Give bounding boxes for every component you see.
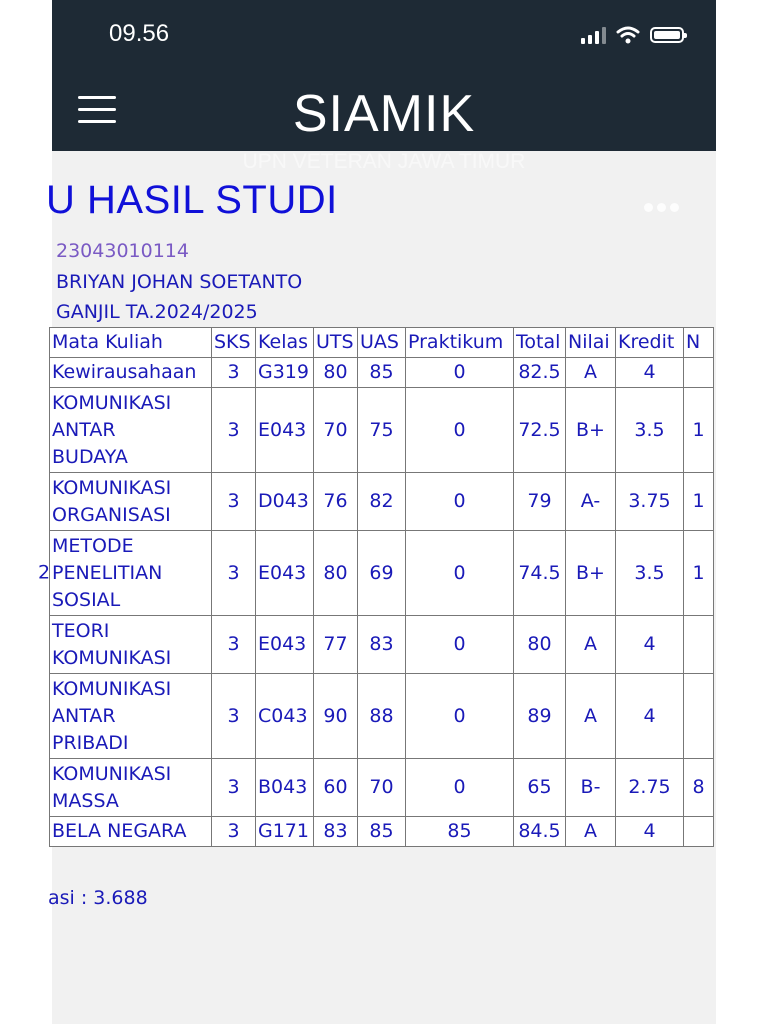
column-header-sks: SKS	[212, 328, 256, 358]
status-icons	[581, 22, 684, 48]
cell-sks: 3	[212, 473, 256, 531]
cell-sks: 3	[212, 817, 256, 847]
mata-kuliah-line: BELA NEGARA	[52, 820, 187, 842]
app-subtitle: UPN VETERAN JAWA TIMUR	[242, 150, 526, 173]
cell-mata-kuliah	[50, 388, 212, 473]
cell-n	[684, 358, 714, 388]
cell-kredit: 2.75	[616, 759, 684, 817]
cell-kelas: G171	[256, 817, 314, 847]
cell-kredit: 4	[616, 674, 684, 759]
cell-mata-kuliah	[50, 759, 212, 817]
cell-kredit: 3.5	[616, 531, 684, 616]
page-title: U HASIL STUDI	[46, 178, 338, 222]
column-header-uts: UTS	[314, 328, 358, 358]
table-row	[50, 531, 714, 616]
cell-uts: 90	[314, 674, 358, 759]
mata-kuliah-line: ANTAR	[52, 704, 116, 727]
cell-praktikum: 0	[406, 358, 514, 388]
column-header-kredit: Kredit	[616, 328, 684, 358]
signal-icon	[581, 26, 606, 44]
cell-n	[684, 674, 714, 759]
row-number-fragment: 2	[38, 561, 51, 584]
grades-table-body	[38, 358, 714, 847]
cell-uas: 69	[358, 531, 406, 616]
column-header-praktikum: Praktikum	[406, 328, 514, 358]
cell-kelas: E043	[256, 616, 314, 674]
mata-kuliah-line: Kewirausahaan	[52, 361, 197, 383]
mata-kuliah-line: TEORI	[52, 619, 110, 642]
mata-kuliah-line: KOMUNIKASI	[52, 762, 172, 785]
cell-uas: 82	[358, 473, 406, 531]
cell-praktikum: 0	[406, 759, 514, 817]
cell-nilai: B-	[566, 759, 616, 817]
mata-kuliah-line: ORGANISASI	[52, 503, 171, 526]
student-name: BRIYAN JOHAN SOETANTO	[56, 271, 303, 293]
cell-kredit: 4	[616, 817, 684, 847]
column-header-total: Total	[514, 328, 566, 358]
cell-uas: 85	[358, 817, 406, 847]
table-row	[50, 674, 714, 759]
cell-n: 1	[684, 531, 714, 616]
table-row	[50, 616, 714, 674]
cell-mata-kuliah	[50, 817, 212, 847]
cell-nilai: A	[566, 358, 616, 388]
mata-kuliah-line: PRIBADI	[52, 731, 129, 754]
cell-total: 89	[514, 674, 566, 759]
mata-kuliah-line: KOMUNIKASI	[52, 391, 172, 414]
cell-nilai: A-	[566, 473, 616, 531]
cell-kelas: E043	[256, 531, 314, 616]
cell-praktikum: 0	[406, 531, 514, 616]
grades-table	[38, 327, 714, 847]
cell-uas: 70	[358, 759, 406, 817]
ips-summary: asi : 3.688	[48, 887, 148, 909]
cell-mata-kuliah	[50, 616, 212, 674]
column-header-nilai: Nilai	[566, 328, 616, 358]
mata-kuliah-line: KOMUNIKASI	[52, 476, 172, 499]
table-row	[50, 759, 714, 817]
cell-kredit: 4	[616, 616, 684, 674]
cell-kredit: 3.5	[616, 388, 684, 473]
cell-nilai: B+	[566, 531, 616, 616]
cell-uas: 85	[358, 358, 406, 388]
mata-kuliah-line: MASSA	[52, 789, 119, 812]
cell-sks: 3	[212, 759, 256, 817]
cell-total: 72.5	[514, 388, 566, 473]
table-row	[50, 358, 714, 388]
column-header-uas: UAS	[358, 328, 406, 358]
cell-uts: 80	[314, 531, 358, 616]
cell-mata-kuliah	[50, 358, 212, 388]
cell-n: 8	[684, 759, 714, 817]
cell-kredit: 3.75	[616, 473, 684, 531]
table-row	[50, 817, 714, 847]
cell-kelas: G319	[256, 358, 314, 388]
cell-nilai: A	[566, 616, 616, 674]
phone-screen	[38, 0, 716, 1024]
app-header	[52, 0, 716, 151]
cell-total: 84.5	[514, 817, 566, 847]
column-header-n: N	[684, 328, 714, 358]
cell-mata-kuliah	[50, 674, 212, 759]
cell-n	[684, 817, 714, 847]
cell-uts: 83	[314, 817, 358, 847]
cell-uas: 75	[358, 388, 406, 473]
cell-n	[684, 616, 714, 674]
cell-kredit: 4	[616, 358, 684, 388]
cell-uts: 76	[314, 473, 358, 531]
cell-n: 1	[684, 388, 714, 473]
cell-praktikum: 0	[406, 674, 514, 759]
cell-mata-kuliah	[38, 531, 212, 616]
cell-uts: 60	[314, 759, 358, 817]
more-options-icon[interactable]	[644, 203, 679, 212]
wifi-icon	[616, 26, 640, 44]
column-header-kelas: Kelas	[256, 328, 314, 358]
cell-praktikum: 0	[406, 473, 514, 531]
table-row	[50, 388, 714, 473]
status-time: 09.56	[109, 20, 170, 47]
cell-mata-kuliah	[50, 473, 212, 531]
cell-sks: 3	[212, 358, 256, 388]
mata-kuliah-line: KOMUNIKASI	[52, 646, 172, 669]
cell-nilai: B+	[566, 388, 616, 473]
cell-total: 80	[514, 616, 566, 674]
battery-icon	[650, 27, 684, 43]
cell-praktikum: 0	[406, 616, 514, 674]
mata-kuliah-line: PENELITIAN	[52, 561, 163, 584]
app-title: SIAMIK	[292, 85, 476, 143]
student-nim: 23043010114	[56, 240, 189, 262]
table-row	[50, 473, 714, 531]
mata-kuliah-line: METODE	[52, 534, 134, 557]
mata-kuliah-line: BUDAYA	[52, 445, 128, 468]
cell-uts: 77	[314, 616, 358, 674]
mata-kuliah-line: ANTAR	[52, 418, 116, 441]
cell-uas: 88	[358, 674, 406, 759]
cell-praktikum: 0	[406, 388, 514, 473]
cell-nilai: A	[566, 817, 616, 847]
cell-sks: 3	[212, 674, 256, 759]
cell-sks: 3	[212, 616, 256, 674]
table-header-row	[50, 328, 714, 358]
cell-n: 1	[684, 473, 714, 531]
cell-kelas: B043	[256, 759, 314, 817]
cell-kelas: C043	[256, 674, 314, 759]
cell-nilai: A	[566, 674, 616, 759]
cell-kelas: D043	[256, 473, 314, 531]
cell-uts: 80	[314, 358, 358, 388]
cell-praktikum: 85	[406, 817, 514, 847]
cell-uts: 70	[314, 388, 358, 473]
column-header-mata-kuliah: Mata Kuliah	[50, 328, 212, 358]
cell-sks: 3	[212, 531, 256, 616]
mata-kuliah-line: KOMUNIKASI	[52, 677, 172, 700]
cell-total: 82.5	[514, 358, 566, 388]
cell-total: 65	[514, 759, 566, 817]
cell-sks: 3	[212, 388, 256, 473]
semester-label: GANJIL TA.2024/2025	[56, 301, 258, 323]
cell-total: 74.5	[514, 531, 566, 616]
cell-uas: 83	[358, 616, 406, 674]
cell-total: 79	[514, 473, 566, 531]
cell-kelas: E043	[256, 388, 314, 473]
mata-kuliah-line: SOSIAL	[52, 588, 121, 611]
